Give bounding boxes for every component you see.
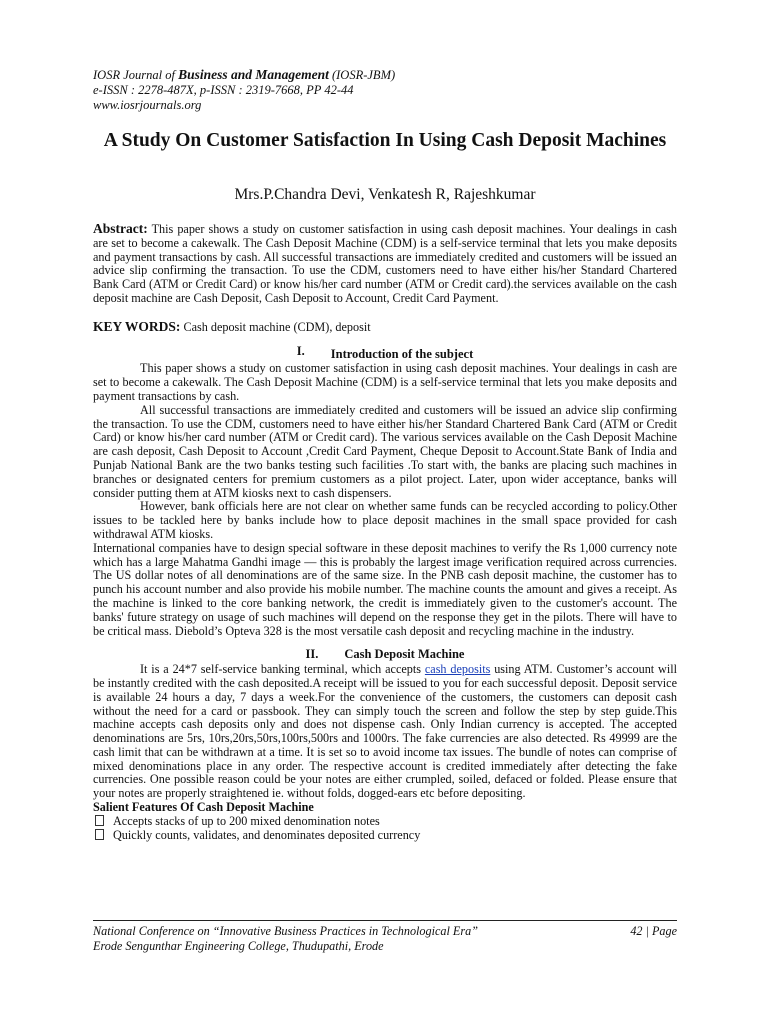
- section-2-heading: [93, 648, 677, 662]
- paper-authors: Mrs.P.Chandra Devi, Venkatesh R, Rajeshkumar: [234, 186, 536, 203]
- section-1-paragraph-2: All successful transactions are immediately credited and customers will be issued an advice slip confirming the transaction. To use the CDM, customers need to have either his/her Standard Chartered Bank Card (ATM or Credit Card) or know his/her card number (ATM or Credit card). The various services available on the Cash Deposit Machine are cash deposit, Cash Deposit to Account ,Credit Card Payment, Cheque Deposit to Account.State Bank of India and Punjab National Bank are the two banks testing such facilities .To start with, the banks are placing such machines in branches or designated centers for premium customers as a pilot project. Later, upon wider acceptance, banks will consider putting them at ATM kiosks next to cash dispensers.: [93, 402, 677, 500]
- feature-bullet: Quickly counts, validates, and denominates deposited currency: [93, 829, 677, 843]
- section-1-number: I.: [296, 343, 305, 358]
- keywords-label: KEY WORDS:: [93, 318, 181, 334]
- paper-title: A Study On Customer Satisfaction In Using Cash Deposit Machines: [103, 130, 667, 151]
- section-1-paragraph-4: International companies have to design special software in these deposit machines to verify the Rs 1,000 currency note which has a large Mahatma Gandhi image — this is probably the largest image verification required across currencies. The US dollar notes of all denominations are of the same size. In the PNB cash deposit machine, the customer has to punch his account number and also provide his mobile number. The machine counts the amount and gives a receipt. As the machine is linked to the core banking network, the credit is immediately given to the customer's account. The banks' future strategy on usage of such machines will depend on the response they get in the pilots. There will have to be critical mass. Diebold’s Opteva 328 is the most versatile cash deposit and recycling machine in the industry.: [93, 540, 677, 638]
- section-1-heading: [93, 343, 677, 362]
- page-footer: [93, 924, 677, 954]
- college-name: Erode Sengunthar Engineering College, Thudupathi, Erode: [93, 939, 384, 953]
- section-2-title: Cash Deposit Machine: [344, 647, 465, 662]
- bullet-box-icon: [95, 829, 104, 840]
- section-1-title: Introduction of the subject: [330, 346, 474, 361]
- journal-title-line: IOSR Journal of Business and Management (IOSR-JBM): [93, 67, 396, 82]
- bullet-box-icon: [95, 815, 104, 826]
- abstract-text: This paper shows a study on customer satisfaction in using cash deposit machines. Your dealings in cash are set to become a cakewalk. The Cash Deposit Machine (CDM) is a self-service terminal that lets you make deposits and payment transactions by cash. All successful transactions are immediately credited and customers will be issued an advice slip confirming the transaction. To use the CDM, customers need to have either his/her Standard Chartered Bank Card (ATM or Credit Card) or know his/her card number (ATM or Credit card).the services available on the cash deposit machine are Cash Deposit, Cash Deposit to Account, Credit Card Payment.: [93, 222, 677, 305]
- journal-name: Business and Management: [178, 67, 329, 82]
- journal-website: www.iosrjournals.org: [93, 98, 202, 112]
- feature-bullet: Accepts stacks of up to 200 mixed denomination notes: [93, 815, 677, 829]
- conference-name: National Conference on “Innovative Business Practices in Technological Era”: [93, 924, 478, 938]
- abstract-label: Abstract:: [93, 221, 148, 236]
- journal-header: [93, 67, 395, 113]
- section-1-paragraph-3: However, bank officials here are not clear on whether same funds can be recycled according to policy.Other issues to be tackled here by banks include how to place deposit machines in the small space provided for cash withdrawal ATM kiosks.: [93, 499, 677, 541]
- keywords: [93, 320, 677, 335]
- section-2-number: II.: [305, 647, 319, 662]
- abstract: [93, 222, 677, 306]
- keywords-text: Cash deposit machine (CDM), deposit: [180, 319, 371, 334]
- footer-divider: [93, 920, 677, 921]
- paper-body: [93, 222, 677, 842]
- cash-deposits-link[interactable]: cash deposits: [424, 662, 491, 677]
- section-1-paragraph-1: This paper shows a study on customer satisfaction in using cash deposit machines. Your dealings in cash are set to become a cakewalk. The Cash Deposit Machine (CDM) is a self-service terminal that lets you make deposits and payment transactions by cash.: [93, 361, 677, 403]
- section-2-paragraph-1: It is a 24*7 self-service banking terminal, which accepts cash deposits using ATM. Customer’s account will be instantly credited with the cash deposited.A receipt will be issued to you for each successful deposit. Deposit service is available 24 hours a day, 7 days a week.For the convenience of the customers, the customers can deposit cash without the need for a card or passbook. They can simply touch the screen and follow the step by step guide.This machine accepts cash deposits only and does not dispense cash. Only Indian currency is accepted. The accepted denominations are 5rs, 10rs,20rs,50rs,100rs,500rs and 1000rs. The fake currencies are also detected. Rs 49999 are the cash limit that can be withdrawn at a time. It is set so to avoid income tax issues. The bundle of notes can comprise of mixed denominations place in any order. The respective account is credited immediately after detecting the fake currencies. One possible reason could be your notes are either crumpled, soiled, defaced or folded. Please ensure that your notes are properly straightened ie. without folds, dogged-ears etc before depositing.: [93, 662, 678, 801]
- issn-line: e-ISSN : 2278-487X, p-ISSN : 2319-7668, PP 42-44: [93, 83, 354, 97]
- page-number: 42 | Page: [630, 924, 677, 938]
- salient-features-heading: Salient Features Of Cash Deposit Machine: [93, 800, 314, 815]
